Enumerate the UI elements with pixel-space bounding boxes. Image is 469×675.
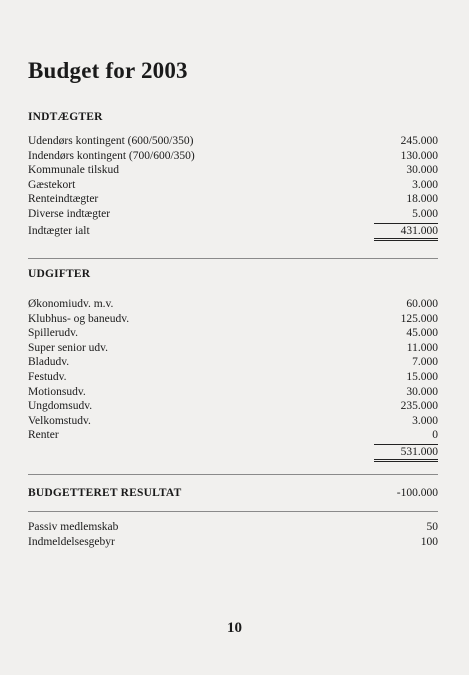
expense-row-value: 45.000: [406, 327, 438, 340]
expense-row-value: 235.000: [400, 400, 438, 413]
expense-row-value: 125.000: [400, 312, 438, 325]
section-divider: [28, 474, 438, 475]
expense-row-value: 60.000: [406, 298, 438, 310]
result-label: BUDGETTERET RESULTAT: [28, 487, 182, 499]
page-title: Budget for 2003: [28, 58, 188, 83]
expense-row: [28, 428, 438, 443]
income-row-value: 18.000: [406, 193, 438, 206]
expense-row-value: 11.000: [406, 341, 438, 354]
result-row: [28, 487, 438, 499]
income-total-value: 431.000: [400, 224, 438, 237]
fee-row: [28, 520, 438, 535]
expense-row: [28, 312, 438, 327]
expense-row-label: Økonomiudv. m.v.: [28, 298, 114, 310]
expense-row: [28, 355, 438, 370]
expenses-section: [28, 268, 438, 462]
income-heading: INDTÆGTER: [28, 111, 103, 123]
expense-row: [28, 370, 438, 385]
income-total-label: Indtægter ialt: [28, 224, 90, 237]
income-row-value: 130.000: [400, 149, 438, 162]
expense-row-label: Renter: [28, 429, 59, 442]
fees-section: [28, 520, 438, 549]
income-section: [28, 111, 438, 241]
expense-row-value: 0: [432, 429, 438, 442]
income-row-value: 5.000: [412, 207, 438, 220]
income-row: [28, 192, 438, 207]
expense-row-value: 30.000: [406, 385, 438, 398]
expenses-total-row: [28, 445, 438, 459]
result-value: -100.000: [396, 487, 438, 499]
income-row-label: Gæstekort: [28, 178, 76, 191]
expense-row-label: Bladudv.: [28, 356, 70, 369]
expense-row-value: 3.000: [412, 414, 438, 427]
income-row-label: Renteindtægter: [28, 193, 99, 206]
fee-row-label: Passiv medlemskab: [28, 521, 119, 533]
expenses-sum-line: [374, 444, 438, 445]
expenses-total-underline: [374, 459, 438, 462]
page-number: 10: [227, 620, 242, 636]
income-total-underline: [374, 238, 438, 241]
expense-row-value: 15.000: [406, 370, 438, 383]
expense-row-label: Ungdomsudv.: [28, 400, 93, 413]
expenses-heading: UDGIFTER: [28, 268, 91, 280]
income-row: [28, 178, 438, 193]
expense-row: [28, 341, 438, 356]
income-row: [28, 149, 438, 164]
income-row-value: 245.000: [400, 135, 438, 147]
income-row-label: Indendørs kontingent (700/600/350): [28, 149, 195, 162]
expense-row-label: Spillerudv.: [28, 327, 79, 340]
income-row: [28, 207, 438, 222]
expenses-total-value: 531.000: [400, 445, 438, 458]
section-divider: [28, 511, 438, 512]
expense-row: [28, 297, 438, 312]
expense-row-label: Festudv.: [28, 370, 67, 383]
expense-row: [28, 414, 438, 429]
expense-row: [28, 326, 438, 341]
income-row-label: Kommunale tilskud: [28, 164, 120, 177]
expense-row-label: Motionsudv.: [28, 385, 86, 398]
expense-row-label: Klubhus- og baneudv.: [28, 312, 130, 325]
expense-row: [28, 385, 438, 400]
fee-row: [28, 535, 438, 550]
income-row-value: 30.000: [406, 164, 438, 177]
income-sum-line: [374, 223, 438, 224]
expense-row-label: Super senior udv.: [28, 341, 109, 354]
expense-row-label: Velkomstudv.: [28, 414, 91, 427]
fee-row-label: Indmeldelsesgebyr: [28, 535, 115, 548]
expense-row: [28, 399, 438, 414]
income-row: [28, 163, 438, 178]
income-row-label: Diverse indtægter: [28, 207, 111, 220]
expense-row-value: 7.000: [412, 356, 438, 369]
fee-row-value: 50: [426, 521, 438, 533]
income-row-value: 3.000: [412, 178, 438, 191]
section-divider: [28, 258, 438, 259]
income-row: [28, 134, 438, 149]
fee-row-value: 100: [420, 535, 438, 548]
income-row-label: Udendørs kontingent (600/500/350): [28, 135, 194, 147]
income-total-row: [28, 224, 438, 239]
